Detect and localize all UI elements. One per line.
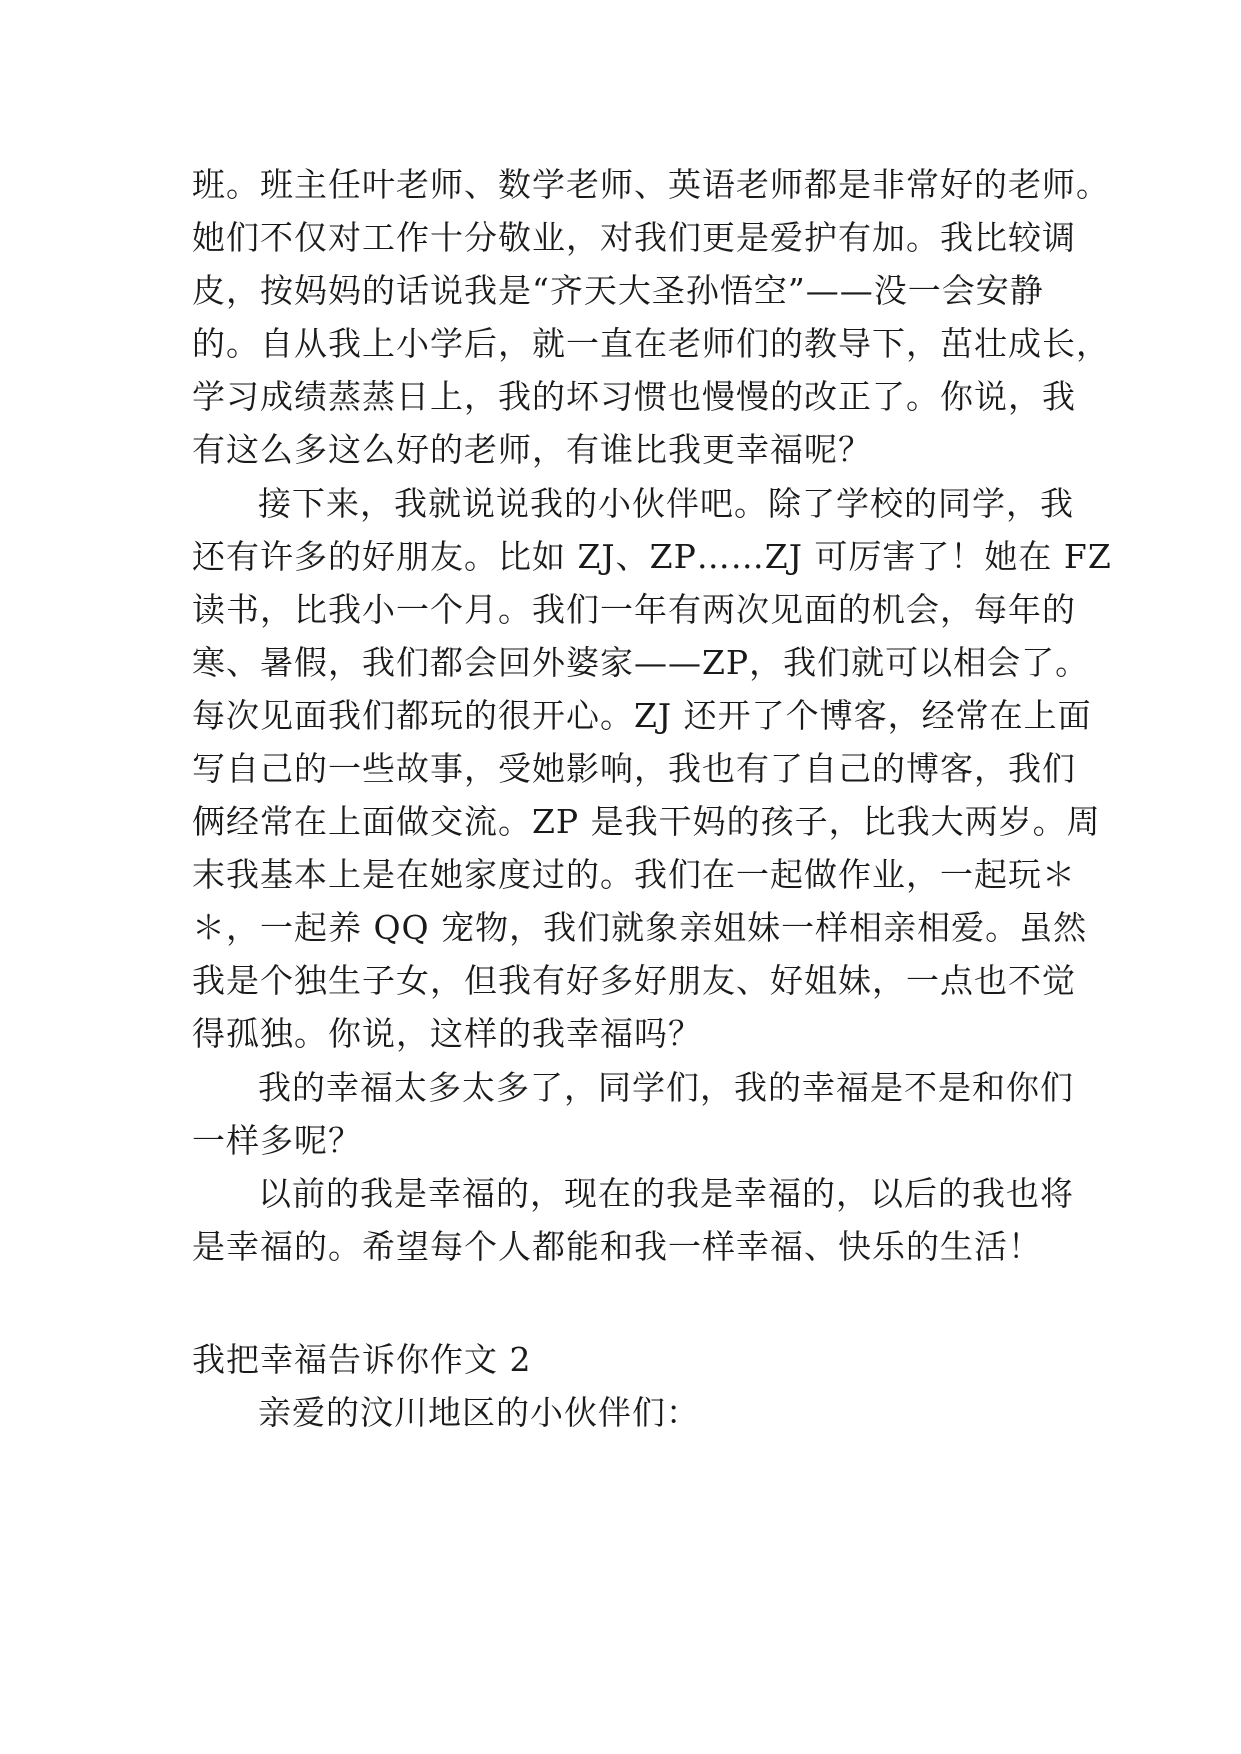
paragraph-line: 我的幸福太多太多了，同学们，我的幸福是不是和你们 [258, 1068, 1074, 1107]
paragraph-line: 有这么多这么好的老师，有谁比我更幸福呢？ [192, 430, 872, 469]
paragraph-line: 还有许多的好朋友。比如 ZJ、ZP……ZJ 可厉害了！她在 FZ [192, 537, 1112, 576]
salutation: 亲爱的汶川地区的小伙伴们： [258, 1393, 700, 1432]
paragraph-line: 末我基本上是在她家度过的。我们在一起做作业，一起玩＊ [192, 855, 1076, 894]
paragraph-line: 的。自从我上小学后，就一直在老师们的教导下，茁壮成长， [192, 324, 1110, 363]
paragraph-line: 是幸福的。希望每个人都能和我一样幸福、快乐的生活！ [192, 1227, 1042, 1266]
paragraph-line: ＊，一起养 QQ 宠物，我们就象亲姐妹一样相亲相爱。虽然 [192, 908, 1088, 947]
paragraph-line: 一样多呢？ [192, 1121, 362, 1160]
paragraph-line: 俩经常在上面做交流。ZP 是我干妈的孩子，比我大两岁。周 [192, 802, 1101, 841]
paragraph-line: 写自己的一些故事，受她影响，我也有了自己的博客，我们 [192, 749, 1076, 788]
paragraph-line: 皮，按妈妈的话说我是“齐天大圣孙悟空”——没一会安静 [192, 271, 1044, 310]
paragraph-line: 学习成绩蒸蒸日上，我的坏习惯也慢慢的改正了。你说，我 [192, 377, 1076, 416]
paragraph-line: 读书，比我小一个月。我们一年有两次见面的机会，每年的 [192, 590, 1076, 629]
paragraph-line: 班。班主任叶老师、数学老师、英语老师都是非常好的老师。 [192, 165, 1110, 204]
paragraph-line: 以前的我是幸福的，现在的我是幸福的，以后的我也将 [258, 1174, 1074, 1213]
section-title: 我把幸福告诉你作文 2 [192, 1340, 532, 1379]
paragraph-line: 寒、暑假，我们都会回外婆家——ZP，我们就可以相会了。 [192, 643, 1090, 682]
paragraph-line: 得孤独。你说，这样的我幸福吗？ [192, 1014, 702, 1053]
paragraph-line: 接下来，我就说说我的小伙伴吧。除了学校的同学，我 [258, 484, 1074, 523]
paragraph-line: 我是个独生子女，但我有好多好朋友、好姐妹，一点也不觉 [192, 961, 1076, 1000]
paragraph-line: 她们不仅对工作十分敬业，对我们更是爱护有加。我比较调 [192, 218, 1076, 257]
paragraph-line: 每次见面我们都玩的很开心。ZJ 还开了个博客，经常在上面 [192, 696, 1092, 735]
